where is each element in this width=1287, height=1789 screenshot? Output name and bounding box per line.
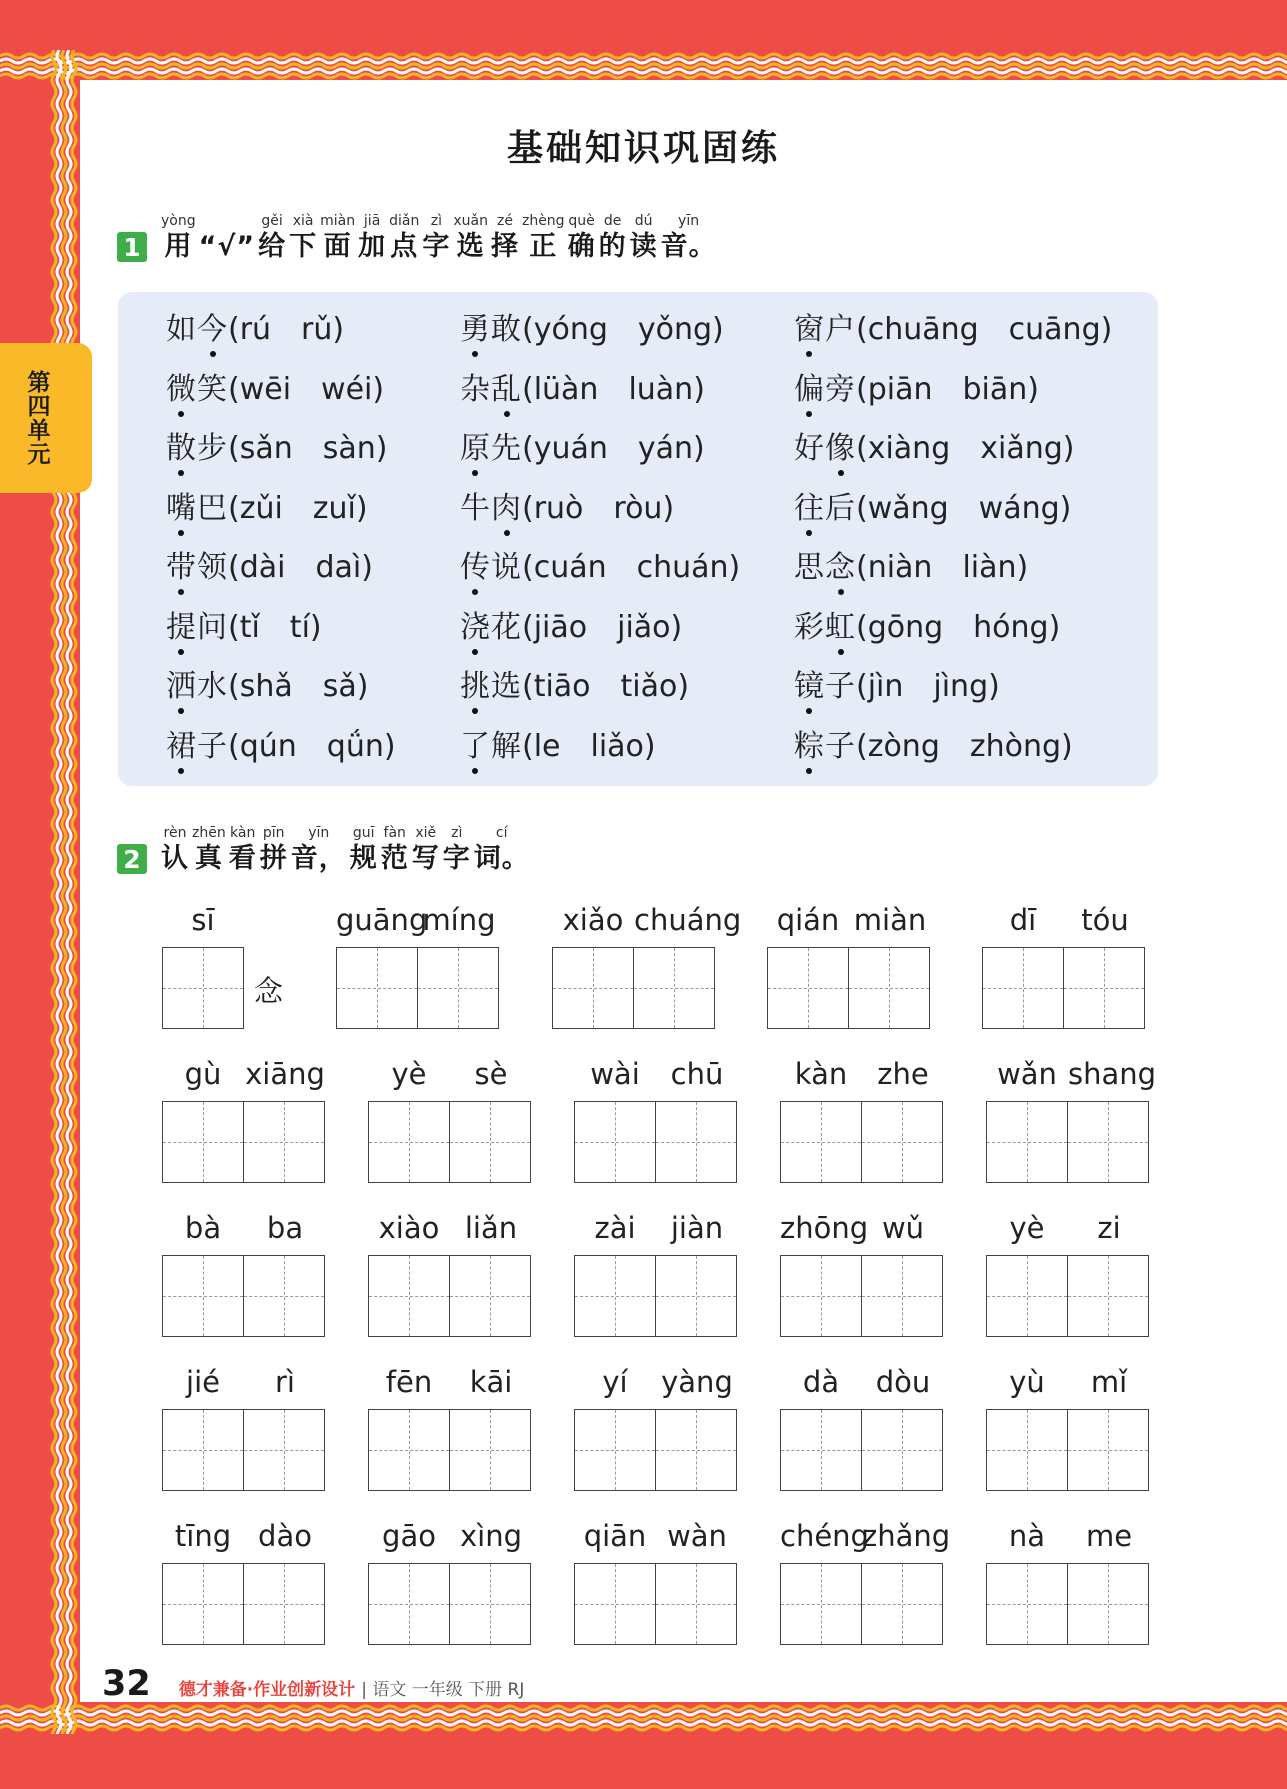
pinyin-label: wǎn bbox=[997, 1057, 1057, 1091]
option-pinyin-choices: (rú rǔ) bbox=[228, 312, 345, 347]
tianzige-writing-cell[interactable] bbox=[449, 1563, 531, 1645]
option-pinyin-choices: (xiàng xiǎng) bbox=[856, 431, 1075, 466]
hanzi-text: 点 bbox=[390, 231, 419, 262]
hanzi-text: 字 bbox=[442, 843, 471, 874]
option-pinyin-choices: (cuán chuán) bbox=[522, 550, 741, 585]
hanzi-text: 面 bbox=[323, 231, 352, 262]
pronunciation-option[interactable] bbox=[794, 608, 1060, 648]
pronunciation-option[interactable] bbox=[166, 489, 368, 529]
wave-stripe bbox=[62, 50, 66, 1734]
tianzige-writing-cell[interactable] bbox=[633, 947, 715, 1029]
emphasis-dot bbox=[806, 411, 812, 417]
pinyin-label: zhe bbox=[877, 1057, 929, 1091]
emphasis-dot bbox=[472, 708, 478, 714]
q1-instruction-char bbox=[661, 212, 717, 264]
option-word: 窗户 bbox=[794, 310, 856, 350]
pinyin-annotation: dú bbox=[634, 213, 653, 229]
emphasis-dot bbox=[838, 649, 844, 655]
option-pinyin-choices: (chuāng cuāng) bbox=[856, 312, 1113, 347]
pinyin-label: mǐ bbox=[1090, 1365, 1128, 1399]
option-pinyin-choices: (jiāo jiǎo) bbox=[522, 609, 683, 645]
option-pinyin-choices: (gōng hóng) bbox=[856, 609, 1061, 645]
hanzi-text: 词。 bbox=[473, 843, 530, 874]
bottom-wavy-border bbox=[0, 1702, 1287, 1736]
tianzige-writing-cell[interactable] bbox=[162, 947, 244, 1029]
option-word: 提问 bbox=[166, 608, 228, 648]
pinyin-annotation: jiā bbox=[363, 213, 381, 229]
pinyin-annotation: de bbox=[603, 213, 622, 229]
pinyin-label: yè bbox=[391, 1057, 427, 1091]
pinyin-label: xiāng bbox=[245, 1057, 325, 1091]
option-word: 了解 bbox=[460, 727, 522, 767]
pinyin-label: chéng bbox=[780, 1519, 869, 1553]
option-word: 原先 bbox=[460, 429, 522, 469]
pinyin-label: jiàn bbox=[670, 1211, 724, 1245]
option-word: 微笑 bbox=[166, 370, 228, 410]
pronunciation-option[interactable] bbox=[794, 548, 1028, 588]
option-word: 挑选 bbox=[460, 667, 522, 707]
q2-instruction-char bbox=[229, 824, 257, 876]
book-info: | 语文 一年级 下册 RJ bbox=[361, 1680, 525, 1700]
option-word: 浇花 bbox=[460, 608, 522, 648]
hanzi-text: 的 bbox=[598, 231, 627, 262]
pinyin-annotation: miàn bbox=[320, 213, 356, 229]
q1-instruction-char bbox=[453, 212, 488, 264]
tianzige-writing-cell[interactable] bbox=[861, 1255, 943, 1337]
pinyin-annotation: xiě bbox=[415, 825, 437, 841]
emphasis-dot bbox=[838, 589, 844, 595]
page-number: 32 bbox=[102, 1664, 151, 1704]
unit-side-tab bbox=[0, 343, 92, 493]
pinyin-annotation: yòng bbox=[161, 213, 196, 229]
pinyin-annotation: diǎn bbox=[389, 213, 420, 229]
emphasis-dot bbox=[178, 589, 184, 595]
pronunciation-option[interactable] bbox=[460, 608, 682, 648]
option-word: 思念 bbox=[794, 548, 856, 588]
option-pinyin-choices: (wǎng wáng) bbox=[856, 490, 1072, 526]
pinyin-annotation: zì bbox=[430, 213, 442, 229]
pinyin-label: qiān bbox=[583, 1519, 647, 1553]
q1-header bbox=[117, 212, 720, 264]
pinyin-annotation: yīn bbox=[308, 825, 330, 841]
emphasis-dot bbox=[806, 768, 812, 774]
emphasis-dot bbox=[472, 589, 478, 595]
q1-instruction bbox=[161, 212, 720, 264]
wave-stripe bbox=[67, 50, 71, 1734]
wave-stripe bbox=[0, 74, 1287, 78]
pinyin-annotation: yīn bbox=[678, 213, 700, 229]
q2-instruction-char bbox=[381, 824, 409, 876]
tianzige-writing-cell[interactable] bbox=[336, 947, 418, 1029]
pinyin-annotation: cí bbox=[495, 825, 508, 841]
pinyin-label: qián bbox=[776, 903, 840, 937]
q2-instruction bbox=[161, 824, 533, 876]
pinyin-label: liǎn bbox=[464, 1211, 518, 1245]
wave-stripe bbox=[0, 59, 1287, 63]
hanzi-text: 加 bbox=[358, 231, 387, 262]
option-word: 牛肉 bbox=[460, 489, 522, 529]
emphasis-dot bbox=[472, 470, 478, 476]
tianzige-writing-cell[interactable] bbox=[162, 1101, 244, 1183]
pinyin-label: bà bbox=[184, 1211, 222, 1245]
pinyin-label: dòu bbox=[875, 1365, 931, 1399]
emphasis-dot bbox=[472, 649, 478, 655]
q1-options-panel bbox=[118, 292, 1158, 786]
tianzige-writing-cell[interactable] bbox=[1067, 1409, 1149, 1491]
tianzige-writing-cell[interactable] bbox=[655, 1563, 737, 1645]
emphasis-dot bbox=[178, 708, 184, 714]
hanzi-text: 拼 bbox=[259, 843, 288, 874]
tianzige-writing-cell[interactable] bbox=[986, 1101, 1068, 1183]
q2-instruction-char bbox=[412, 824, 440, 876]
tianzige-writing-cell[interactable] bbox=[449, 1101, 531, 1183]
emphasis-dot bbox=[210, 351, 216, 357]
hanzi-text: “√” bbox=[198, 231, 256, 262]
option-word: 杂乱 bbox=[460, 370, 522, 410]
option-pinyin-choices: (zǔi zuǐ) bbox=[228, 490, 368, 526]
hanzi-text: 择 bbox=[490, 231, 519, 262]
wave-stripe bbox=[57, 50, 61, 1734]
unit-label: 第四单元 bbox=[23, 370, 50, 466]
tianzige-writing-cell[interactable] bbox=[1067, 1101, 1149, 1183]
pinyin-label: sè bbox=[474, 1057, 508, 1091]
pinyin-annotation: xuǎn bbox=[453, 213, 488, 229]
option-pinyin-choices: (yuán yán) bbox=[522, 431, 705, 466]
pinyin-label: miàn bbox=[853, 903, 927, 937]
tianzige-writing-cell[interactable] bbox=[162, 1409, 244, 1491]
wave-stripe bbox=[0, 64, 1287, 68]
q1-instruction-char bbox=[491, 212, 519, 264]
hanzi-text: 规 bbox=[349, 843, 378, 874]
tianzige-writing-cell[interactable] bbox=[780, 1101, 862, 1183]
pronunciation-option[interactable] bbox=[794, 310, 1112, 350]
tianzige-writing-cell[interactable] bbox=[449, 1409, 531, 1491]
tianzige-writing-cell[interactable] bbox=[243, 1563, 325, 1645]
tianzige-writing-cell[interactable] bbox=[574, 1409, 656, 1491]
wave-stripe bbox=[0, 1711, 1287, 1715]
pinyin-label: guāng bbox=[336, 903, 428, 937]
pinyin-label: yí bbox=[602, 1365, 628, 1399]
option-pinyin-choices: (niàn liàn) bbox=[856, 550, 1029, 585]
hanzi-text: 音。 bbox=[660, 231, 717, 262]
pinyin-label: sī bbox=[191, 903, 215, 937]
pinyin-annotation: zhèng bbox=[521, 213, 565, 229]
emphasis-dot bbox=[178, 649, 184, 655]
tianzige-writing-cell[interactable] bbox=[848, 947, 930, 1029]
option-word: 裙子 bbox=[166, 727, 228, 767]
pinyin-annotation: què bbox=[568, 213, 595, 229]
q1-instruction-char bbox=[289, 212, 317, 264]
hanzi-text: 读 bbox=[629, 231, 658, 262]
pronunciation-option[interactable] bbox=[794, 727, 1073, 767]
hanzi-text: 正 bbox=[529, 231, 558, 262]
pinyin-label: zài bbox=[594, 1211, 636, 1245]
emphasis-dot bbox=[504, 530, 510, 536]
pinyin-label: wài bbox=[590, 1057, 640, 1091]
tianzige-writing-cell[interactable] bbox=[861, 1409, 943, 1491]
hanzi-text: 字 bbox=[422, 231, 451, 262]
emphasis-dot bbox=[806, 351, 812, 357]
wave-stripe bbox=[72, 50, 76, 1734]
pinyin-annotation: fàn bbox=[383, 825, 406, 841]
option-pinyin-choices: (yóng yǒng) bbox=[522, 312, 724, 347]
pinyin-label: chū bbox=[670, 1057, 724, 1091]
option-pinyin-choices: (tiāo tiǎo) bbox=[522, 669, 690, 704]
q2-instruction-char bbox=[474, 824, 530, 876]
pinyin-label: shang bbox=[1068, 1057, 1157, 1091]
wave-stripe bbox=[0, 1716, 1287, 1720]
pronunciation-option[interactable] bbox=[166, 608, 322, 648]
q2-instruction-char bbox=[291, 824, 347, 876]
tianzige-writing-cell[interactable] bbox=[767, 947, 849, 1029]
top-wavy-border bbox=[0, 48, 1287, 82]
option-pinyin-choices: (zòng zhòng) bbox=[856, 728, 1073, 764]
option-word: 镜子 bbox=[794, 667, 856, 707]
tianzige-writing-cell[interactable] bbox=[243, 1409, 325, 1491]
pinyin-label: me bbox=[1085, 1519, 1133, 1553]
hanzi-text: 确 bbox=[567, 231, 596, 262]
pinyin-label: xìng bbox=[459, 1519, 522, 1553]
hanzi-text: 音， bbox=[290, 843, 347, 874]
tianzige-writing-cell[interactable] bbox=[861, 1101, 943, 1183]
pinyin-label: zi bbox=[1097, 1211, 1121, 1245]
pinyin-label: zhōng bbox=[780, 1211, 869, 1245]
pronunciation-option[interactable] bbox=[794, 667, 1000, 707]
pinyin-label: kàn bbox=[794, 1057, 848, 1091]
pinyin-label: zhǎng bbox=[862, 1519, 951, 1553]
option-pinyin-choices: (qún qǘn) bbox=[228, 728, 396, 764]
q1-instruction-char bbox=[199, 212, 256, 264]
tianzige-writing-cell[interactable] bbox=[162, 1255, 244, 1337]
tianzige-writing-cell[interactable] bbox=[574, 1101, 656, 1183]
tianzige-writing-cell[interactable] bbox=[655, 1255, 737, 1337]
option-pinyin-choices: (ruò ròu) bbox=[522, 490, 675, 526]
wave-stripe bbox=[0, 1721, 1287, 1725]
emphasis-dot bbox=[472, 351, 478, 357]
q1-instruction-char bbox=[389, 212, 419, 264]
hanzi-text: 看 bbox=[228, 843, 257, 874]
option-word: 好像 bbox=[794, 429, 856, 469]
emphasis-dot bbox=[806, 530, 812, 536]
pinyin-annotation: pīn bbox=[262, 825, 285, 841]
pinyin-label: yè bbox=[1009, 1211, 1045, 1245]
hanzi-text: 用 bbox=[164, 231, 193, 262]
pinyin-label: xiào bbox=[378, 1211, 440, 1245]
hanzi-text: 给 bbox=[258, 231, 287, 262]
pinyin-label: ba bbox=[266, 1211, 304, 1245]
hanzi-text: 认 bbox=[161, 843, 189, 874]
page-title: 基础知识巩固练 bbox=[506, 128, 780, 169]
option-word: 传说 bbox=[460, 548, 522, 588]
tianzige-writing-cell[interactable] bbox=[449, 1255, 531, 1337]
pinyin-label: chuáng bbox=[634, 903, 742, 937]
option-word: 彩虹 bbox=[794, 608, 856, 648]
pinyin-annotation: zhēn bbox=[192, 825, 226, 841]
pronunciation-option[interactable] bbox=[460, 727, 656, 767]
tianzige-writing-cell[interactable] bbox=[243, 1255, 325, 1337]
emphasis-dot bbox=[178, 470, 184, 476]
pinyin-label: dī bbox=[1009, 903, 1037, 937]
tianzige-writing-cell[interactable] bbox=[780, 1409, 862, 1491]
tianzige-writing-cell[interactable] bbox=[986, 1409, 1068, 1491]
q1-instruction-char bbox=[320, 212, 355, 264]
q1-number-badge: 1 bbox=[117, 232, 147, 262]
pinyin-label: yàng bbox=[661, 1365, 733, 1399]
pinyin-annotation: rèn bbox=[163, 825, 187, 841]
q1-instruction-char bbox=[358, 212, 386, 264]
tianzige-writing-cell[interactable] bbox=[861, 1563, 943, 1645]
tianzige-writing-cell[interactable] bbox=[368, 1255, 450, 1337]
pronunciation-option[interactable] bbox=[166, 667, 368, 707]
tianzige-writing-cell[interactable] bbox=[655, 1409, 737, 1491]
pinyin-annotation: guī bbox=[352, 825, 375, 841]
page-footer bbox=[102, 1664, 524, 1704]
pinyin-annotation: kàn bbox=[230, 825, 256, 841]
option-word: 勇敢 bbox=[460, 310, 522, 350]
pronunciation-option[interactable] bbox=[166, 310, 344, 350]
emphasis-dot bbox=[504, 411, 510, 417]
tianzige-writing-cell[interactable] bbox=[780, 1255, 862, 1337]
hanzi-text: 真 bbox=[194, 843, 223, 874]
pinyin-annotation: zé bbox=[496, 213, 513, 229]
pinyin-annotation: zì bbox=[451, 825, 463, 841]
pronunciation-option[interactable] bbox=[460, 310, 724, 350]
q1-instruction-char bbox=[630, 212, 658, 264]
left-wavy-border bbox=[48, 50, 82, 1738]
wave-stripe bbox=[0, 69, 1287, 73]
option-word: 嘴巴 bbox=[166, 489, 228, 529]
given-character: 念 bbox=[254, 974, 284, 1008]
q1-instruction-char bbox=[258, 212, 286, 264]
q2-instruction-char bbox=[443, 824, 471, 876]
pinyin-annotation: xià bbox=[292, 213, 314, 229]
pronunciation-option[interactable] bbox=[794, 489, 1071, 529]
hanzi-text: 下 bbox=[289, 231, 318, 262]
option-word: 如今 bbox=[166, 310, 228, 350]
option-pinyin-choices: (le liǎo) bbox=[522, 728, 656, 764]
pronunciation-option[interactable] bbox=[460, 429, 705, 469]
pronunciation-option[interactable] bbox=[460, 489, 674, 529]
hanzi-text: 范 bbox=[380, 843, 409, 874]
pronunciation-option[interactable] bbox=[794, 370, 1039, 410]
pinyin-annotation: gěi bbox=[261, 213, 283, 229]
hanzi-text: 选 bbox=[456, 231, 485, 262]
option-word: 洒水 bbox=[166, 667, 228, 707]
tianzige-writing-cell[interactable] bbox=[552, 947, 634, 1029]
pinyin-label: wǔ bbox=[881, 1211, 925, 1245]
option-word: 粽子 bbox=[794, 727, 856, 767]
pronunciation-option[interactable] bbox=[794, 429, 1074, 469]
pinyin-label: tīng bbox=[174, 1519, 232, 1553]
option-word: 偏旁 bbox=[794, 370, 856, 410]
pronunciation-option[interactable] bbox=[166, 727, 396, 767]
q1-instruction-char bbox=[568, 212, 596, 264]
option-pinyin-choices: (lüàn luàn) bbox=[522, 371, 705, 407]
emphasis-dot bbox=[472, 768, 478, 774]
tianzige-writing-cell[interactable] bbox=[368, 1563, 450, 1645]
pinyin-label: rì bbox=[275, 1365, 295, 1399]
pinyin-label: jié bbox=[186, 1365, 220, 1399]
pinyin-label: gù bbox=[184, 1057, 222, 1091]
pronunciation-option[interactable] bbox=[166, 548, 373, 588]
q2-header bbox=[117, 824, 533, 876]
tianzige-writing-cell[interactable] bbox=[655, 1101, 737, 1183]
pinyin-label: gāo bbox=[382, 1519, 436, 1553]
hanzi-text: 写 bbox=[411, 843, 440, 874]
q1-instruction-char bbox=[161, 212, 196, 264]
pinyin-label: xiǎo bbox=[562, 903, 624, 937]
emphasis-dot bbox=[178, 411, 184, 417]
pinyin-label: fēn bbox=[385, 1365, 433, 1399]
tianzige-writing-cell[interactable] bbox=[417, 947, 499, 1029]
wave-stripe bbox=[0, 1726, 1287, 1730]
tianzige-writing-cell[interactable] bbox=[982, 947, 1064, 1029]
pinyin-label: tóu bbox=[1081, 903, 1129, 937]
q2-instruction-char bbox=[260, 824, 288, 876]
tianzige-writing-cell[interactable] bbox=[780, 1563, 862, 1645]
tianzige-writing-cell[interactable] bbox=[1063, 947, 1145, 1029]
pinyin-label: wàn bbox=[667, 1519, 727, 1553]
option-word: 散步 bbox=[166, 429, 228, 469]
option-pinyin-choices: (dài daì) bbox=[228, 550, 373, 585]
tianzige-writing-cell[interactable] bbox=[986, 1563, 1068, 1645]
pinyin-label: dào bbox=[258, 1519, 312, 1553]
tianzige-writing-cell[interactable] bbox=[368, 1409, 450, 1491]
emphasis-dot bbox=[178, 768, 184, 774]
pronunciation-option[interactable] bbox=[460, 370, 705, 410]
option-pinyin-choices: (sǎn sàn) bbox=[228, 431, 388, 466]
option-word: 往后 bbox=[794, 489, 856, 529]
q2-instruction-char bbox=[161, 824, 189, 876]
pinyin-label: kāi bbox=[469, 1365, 513, 1399]
tianzige-writing-cell[interactable] bbox=[162, 1563, 244, 1645]
tianzige-writing-cell[interactable] bbox=[1067, 1563, 1149, 1645]
pronunciation-option[interactable] bbox=[166, 370, 384, 410]
pinyin-label: míng bbox=[422, 903, 496, 937]
option-pinyin-choices: (shǎ sǎ) bbox=[228, 669, 369, 704]
option-pinyin-choices: (piān biān) bbox=[856, 371, 1039, 407]
tianzige-writing-cell[interactable] bbox=[986, 1255, 1068, 1337]
tianzige-writing-cell[interactable] bbox=[368, 1101, 450, 1183]
emphasis-dot bbox=[178, 530, 184, 536]
q1-instruction-char bbox=[599, 212, 627, 264]
pinyin-label: yù bbox=[1009, 1365, 1045, 1399]
emphasis-dot bbox=[806, 708, 812, 714]
tianzige-writing-cell[interactable] bbox=[574, 1563, 656, 1645]
q1-instruction-char bbox=[422, 212, 450, 264]
tianzige-writing-cell[interactable] bbox=[574, 1255, 656, 1337]
series-title: 德才兼备·作业创新设计 bbox=[178, 1680, 356, 1700]
option-pinyin-choices: (wēi wéi) bbox=[228, 371, 385, 407]
option-pinyin-choices: (jìn jìng) bbox=[856, 669, 1000, 704]
pinyin-label: nà bbox=[1008, 1519, 1046, 1553]
q2-instruction-char bbox=[350, 824, 378, 876]
tianzige-writing-cell[interactable] bbox=[1067, 1255, 1149, 1337]
pinyin-label: dà bbox=[802, 1365, 840, 1399]
pronunciation-option[interactable] bbox=[460, 548, 740, 588]
option-word: 带领 bbox=[166, 548, 228, 588]
q1-instruction-char bbox=[522, 212, 565, 264]
option-pinyin-choices: (tǐ tí) bbox=[228, 609, 322, 645]
tianzige-writing-cell[interactable] bbox=[243, 1101, 325, 1183]
pronunciation-option[interactable] bbox=[166, 429, 387, 469]
q2-number-badge: 2 bbox=[117, 844, 147, 874]
q2-instruction-char bbox=[192, 824, 226, 876]
pronunciation-option[interactable] bbox=[460, 667, 689, 707]
emphasis-dot bbox=[838, 470, 844, 476]
